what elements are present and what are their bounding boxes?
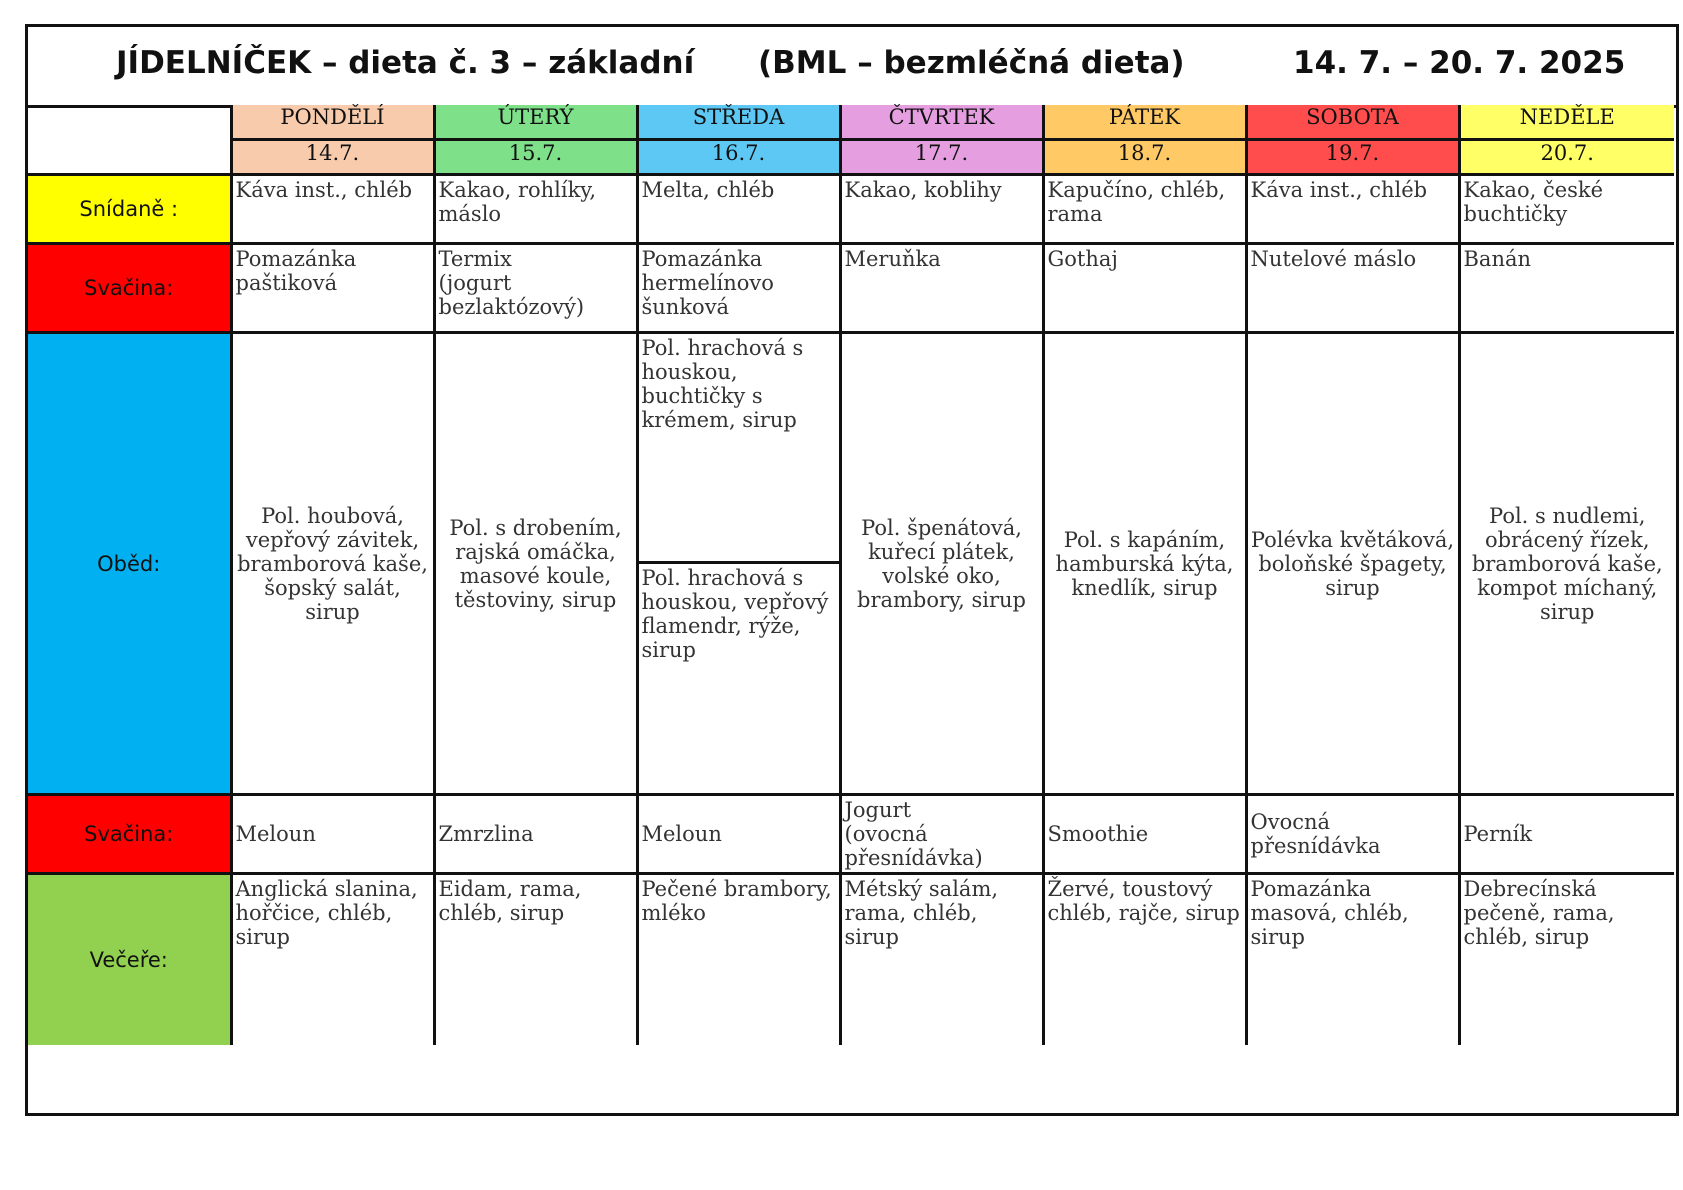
day-date: 18.7. [1043,140,1246,175]
meal-cell: Pol. s kapáním, hamburská kýta, knedlík, sirup [1043,333,1246,795]
menu-table [28,105,1674,1045]
meal-cell: Gothaj [1043,244,1246,333]
day-name: ČTVRTEK [840,105,1043,140]
day-name: ÚTERÝ [434,105,637,140]
meal-cell: Pomazánka masová, chléb, sirup [1246,874,1459,1045]
meal-cell: Zmrzlina [434,795,637,874]
meal-cell: Polévka květáková, boloňské špagety, sirup [1246,333,1459,795]
row-obed [28,333,1674,795]
meal-cell: Pol. s nudlemi, obrácený řízek, bramborová kaše, kompot míchaný, sirup [1459,333,1674,795]
meal-cell: Pol. špenátová, kuřecí plátek, volské oko, brambory, sirup [840,333,1043,795]
corner-cell [28,105,231,175]
meal-option-2: Pol. hrachová s houskou, vepřový flamendr, rýže, sirup [641,566,829,662]
label-snidane: Snídaně : [28,175,231,244]
day-date: 17.7. [840,140,1043,175]
meal-cell: Banán [1459,244,1674,333]
meal-cell: Jogurt (ovocná přesnídávka) [840,795,1043,874]
day-name: PÁTEK [1043,105,1246,140]
row-vecere [28,874,1674,1045]
meal-cell: Pol. houbová, vepřový závitek, bramborová kaše, šopský salát, sirup [231,333,434,795]
meal-cell: Pečené brambory, mléko [637,874,840,1045]
meal-cell: Nutelové máslo [1246,244,1459,333]
meal-cell: Melta, chléb [637,175,840,244]
meal-cell: Pomazánka paštiková [231,244,434,333]
meal-cell: Perník [1459,795,1674,874]
title-diet: (BML – bezmléčná dieta) [758,45,1185,81]
meal-cell: Debrecínská pečeně, rama, chléb, sirup [1459,874,1674,1045]
day-name: NEDĚLE [1459,105,1674,140]
meal-cell: Termix (jogurt bezlaktózový) [434,244,637,333]
menu-sheet [25,24,1679,1116]
meal-cell: Žervé, toustový chléb, rajče, sirup [1043,874,1246,1045]
day-name: PONDĚLÍ [231,105,434,140]
meal-cell: Meloun [231,795,434,874]
day-date: 15.7. [434,140,637,175]
meal-cell: Ovocná přesnídávka [1246,795,1459,874]
title-dates: 14. 7. – 20. 7. 2025 [1293,45,1626,81]
meal-cell: Káva inst., chléb [231,175,434,244]
meal-cell: Kakao, koblihy [840,175,1043,244]
meal-cell: Kakao, české buchtičky [1459,175,1674,244]
day-name: SOBOTA [1246,105,1459,140]
row-svacina-1 [28,244,1674,333]
meal-option-1: Pol. hrachová s houskou, buchtičky s krémem, sirup [639,334,839,564]
meal-cell: Pol. s drobením, rajská omáčka, masové koule, těstoviny, sirup [434,333,637,795]
page-title [28,27,1676,108]
day-date: 16.7. [637,140,840,175]
meal-cell: Meruňka [840,244,1043,333]
meal-cell: Smoothie [1043,795,1246,874]
meal-cell: Pomazánka hermelínovo šunková [637,244,840,333]
row-snidane [28,175,1674,244]
meal-cell: Meloun [637,795,840,874]
day-date: 19.7. [1246,140,1459,175]
row-svacina-2 [28,795,1674,874]
meal-cell: Eidam, rama, chléb, sirup [434,874,637,1045]
day-date: 20.7. [1459,140,1674,175]
label-obed: Oběd: [28,333,231,795]
day-date: 14.7. [231,140,434,175]
label-vecere: Večeře: [28,874,231,1045]
label-svacina-1: Svačina: [28,244,231,333]
meal-cell: Káva inst., chléb [1246,175,1459,244]
meal-cell: Kakao, rohlíky, máslo [434,175,637,244]
label-svacina-2: Svačina: [28,795,231,874]
title-main: JÍDELNÍČEK – dieta č. 3 – základní [116,45,695,81]
meal-cell: Anglická slanina, hořčice, chléb, sirup [231,874,434,1045]
meal-cell-split [637,333,840,795]
meal-cell: Métský salám, rama, chléb, sirup [840,874,1043,1045]
meal-cell: Kapučíno, chléb, rama [1043,175,1246,244]
day-name: STŘEDA [637,105,840,140]
